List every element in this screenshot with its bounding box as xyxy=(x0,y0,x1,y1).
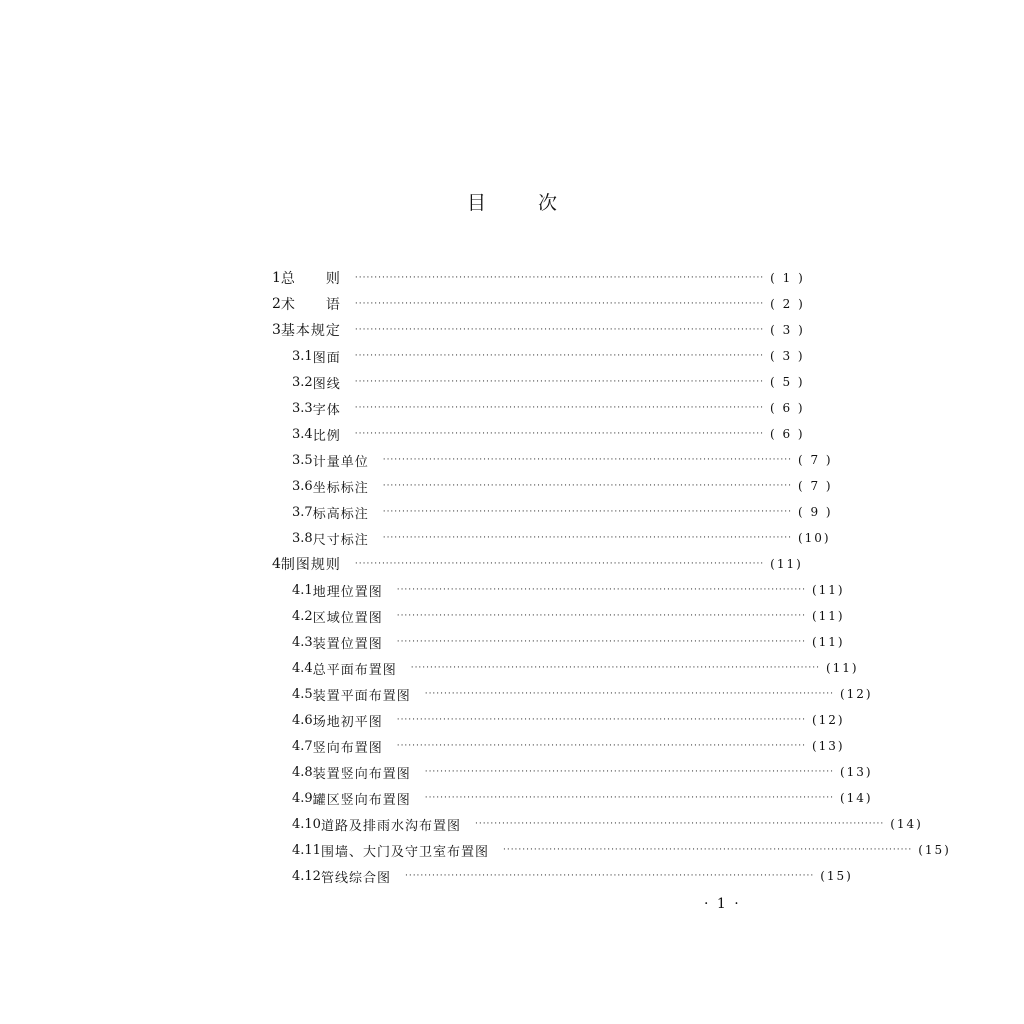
toc-number: 3.3 xyxy=(292,400,313,416)
toc-number: 2 xyxy=(272,296,281,312)
toc-leader: ·········································································································· xyxy=(354,429,764,439)
toc-label: 尺寸标注 xyxy=(312,532,369,548)
toc-leader: ·········································································································· xyxy=(396,637,806,647)
toc-leader: ·········································································································· xyxy=(396,585,806,595)
toc-entry-4-3 xyxy=(272,632,845,652)
toc-label: 图面 xyxy=(312,350,341,366)
toc-number: 4.6 xyxy=(292,712,313,728)
toc-label: 道路及排雨水沟布置图 xyxy=(320,818,461,834)
toc-page: (12) xyxy=(811,713,845,727)
toc-page: (15) xyxy=(820,869,853,883)
toc-page: ( 7 ) xyxy=(797,453,833,467)
toc-number: 4.10 xyxy=(292,816,321,832)
toc-leader: ·········································································································· xyxy=(382,507,792,517)
toc-leader: ·········································································································· xyxy=(354,403,764,413)
toc-number: 3.2 xyxy=(292,374,313,390)
title-right: 次 xyxy=(538,192,558,214)
toc-entry-4-11 xyxy=(272,840,951,860)
toc-entry-3-2 xyxy=(272,372,805,392)
toc-entry-4-7 xyxy=(272,736,845,756)
toc-leader: ·········································································································· xyxy=(354,559,765,569)
toc-leader: ·········································································································· xyxy=(424,793,834,803)
toc-label: 基本规定 xyxy=(280,323,341,339)
toc-entry-3-1 xyxy=(272,346,805,366)
toc-leader: ·········································································································· xyxy=(382,455,792,465)
toc-number: 3 xyxy=(272,322,281,338)
toc-entry-3 xyxy=(272,320,805,340)
toc-number: 1 xyxy=(272,270,281,286)
toc-entry-4-4 xyxy=(272,658,859,678)
toc-entry-4-1 xyxy=(272,580,845,600)
toc-number: 4.1 xyxy=(292,582,313,598)
toc-page: (10) xyxy=(797,531,831,545)
toc-number: 3.5 xyxy=(292,452,313,468)
toc-leader: ·········································································································· xyxy=(410,663,820,673)
toc-label: 装置位置图 xyxy=(312,636,383,652)
toc-number: 3.6 xyxy=(292,478,313,494)
toc-leader: ·········································································································· xyxy=(474,819,885,829)
toc-page: (14) xyxy=(890,817,923,831)
toc-page: (12) xyxy=(839,687,873,701)
toc-page: (11) xyxy=(770,557,803,571)
toc-entry-4-12 xyxy=(272,866,853,886)
toc-label: 比例 xyxy=(312,428,341,444)
toc-leader: ·········································································································· xyxy=(424,767,834,777)
toc-number: 4.11 xyxy=(292,842,321,858)
toc-label: 制图规则 xyxy=(280,557,341,573)
toc-label: 装置竖向布置图 xyxy=(312,766,411,782)
toc-label: 竖向布置图 xyxy=(312,740,383,756)
toc-entry-3-7 xyxy=(272,502,833,522)
toc-number: 3.1 xyxy=(292,348,313,364)
toc-label: 标高标注 xyxy=(312,506,369,522)
toc-entry-3-5 xyxy=(272,450,833,470)
toc-page: (11) xyxy=(811,583,845,597)
toc-page: ( 6 ) xyxy=(769,427,805,441)
toc-label: 场地初平图 xyxy=(312,714,383,730)
toc-leader: ·········································································································· xyxy=(396,611,806,621)
page-number: · 1 · xyxy=(704,896,741,912)
toc-leader: ·········································································································· xyxy=(404,871,815,881)
toc-label: 总平面布置图 xyxy=(312,662,397,678)
toc-label: 字体 xyxy=(312,402,341,418)
toc-leader: ·········································································································· xyxy=(382,533,792,543)
toc-entry-4-5 xyxy=(272,684,873,704)
toc-number: 3.8 xyxy=(292,530,313,546)
toc-leader: ·········································································································· xyxy=(354,299,765,309)
toc-entry-3-3 xyxy=(272,398,805,418)
toc-number: 4 xyxy=(272,556,281,572)
toc-label: 地理位置图 xyxy=(312,584,383,600)
toc-page: ( 3 ) xyxy=(770,323,805,337)
toc-page: (13) xyxy=(811,739,845,753)
toc-page: (11) xyxy=(811,609,845,623)
toc-entry-4-9 xyxy=(272,788,873,808)
toc-number: 4.8 xyxy=(292,764,313,780)
toc-page: ( 5 ) xyxy=(769,375,805,389)
toc-number: 3.7 xyxy=(292,504,313,520)
toc-leader: ·········································································································· xyxy=(354,377,764,387)
toc-label: 坐标标注 xyxy=(312,480,369,496)
toc-entry-1 xyxy=(272,268,805,288)
toc-label: 术 语 xyxy=(280,297,341,313)
toc-number: 4.4 xyxy=(292,660,313,676)
toc-number: 4.7 xyxy=(292,738,313,754)
toc-number: 4.3 xyxy=(292,634,313,650)
toc-leader: ·········································································································· xyxy=(396,715,806,725)
toc-label: 装置平面布置图 xyxy=(312,688,411,704)
toc-entry-4-10 xyxy=(272,814,923,834)
toc-label: 罐区竖向布置图 xyxy=(312,792,411,808)
toc-leader: ·········································································································· xyxy=(502,845,913,855)
toc-leader: ·········································································································· xyxy=(396,741,806,751)
toc-page: ( 1 ) xyxy=(770,271,805,285)
toc-entry-4-2 xyxy=(272,606,845,626)
toc-number: 4.5 xyxy=(292,686,313,702)
toc-page: ( 9 ) xyxy=(797,505,833,519)
toc-page: ( 7 ) xyxy=(797,479,833,493)
toc-entry-4-6 xyxy=(272,710,845,730)
toc-page: ( 6 ) xyxy=(769,401,805,415)
title-left: 目 xyxy=(466,192,486,214)
toc-label: 计量单位 xyxy=(312,454,369,470)
toc-leader: ·········································································································· xyxy=(354,273,765,283)
toc-page: ( 2 ) xyxy=(770,297,805,311)
toc-label: 管线综合图 xyxy=(320,870,391,886)
toc-entry-3-8 xyxy=(272,528,831,548)
toc-entry-3-4 xyxy=(272,424,805,444)
toc-page: (14) xyxy=(839,791,873,805)
toc-number: 4.2 xyxy=(292,608,313,624)
toc-number: 4.12 xyxy=(292,868,321,884)
toc-label: 总 则 xyxy=(280,271,341,287)
toc-leader: ·········································································································· xyxy=(382,481,792,491)
toc-label: 区域位置图 xyxy=(312,610,383,626)
toc-entry-4 xyxy=(272,554,803,574)
toc-leader: ·········································································································· xyxy=(354,351,764,361)
toc-label: 围墙、大门及守卫室布置图 xyxy=(320,844,489,860)
toc-leader: ·········································································································· xyxy=(354,325,765,335)
toc-page: ( 3 ) xyxy=(769,349,805,363)
toc-label: 图线 xyxy=(312,376,341,392)
toc-leader: ·········································································································· xyxy=(424,689,834,699)
toc-entry-4-8 xyxy=(272,762,873,782)
toc-page: (11) xyxy=(811,635,845,649)
toc-page: (11) xyxy=(825,661,859,675)
toc-number: 4.9 xyxy=(292,790,313,806)
toc-number: 3.4 xyxy=(292,426,313,442)
toc-entry-2 xyxy=(272,294,805,314)
toc-entry-3-6 xyxy=(272,476,833,496)
toc-page: (15) xyxy=(918,843,951,857)
toc-page: (13) xyxy=(839,765,873,779)
